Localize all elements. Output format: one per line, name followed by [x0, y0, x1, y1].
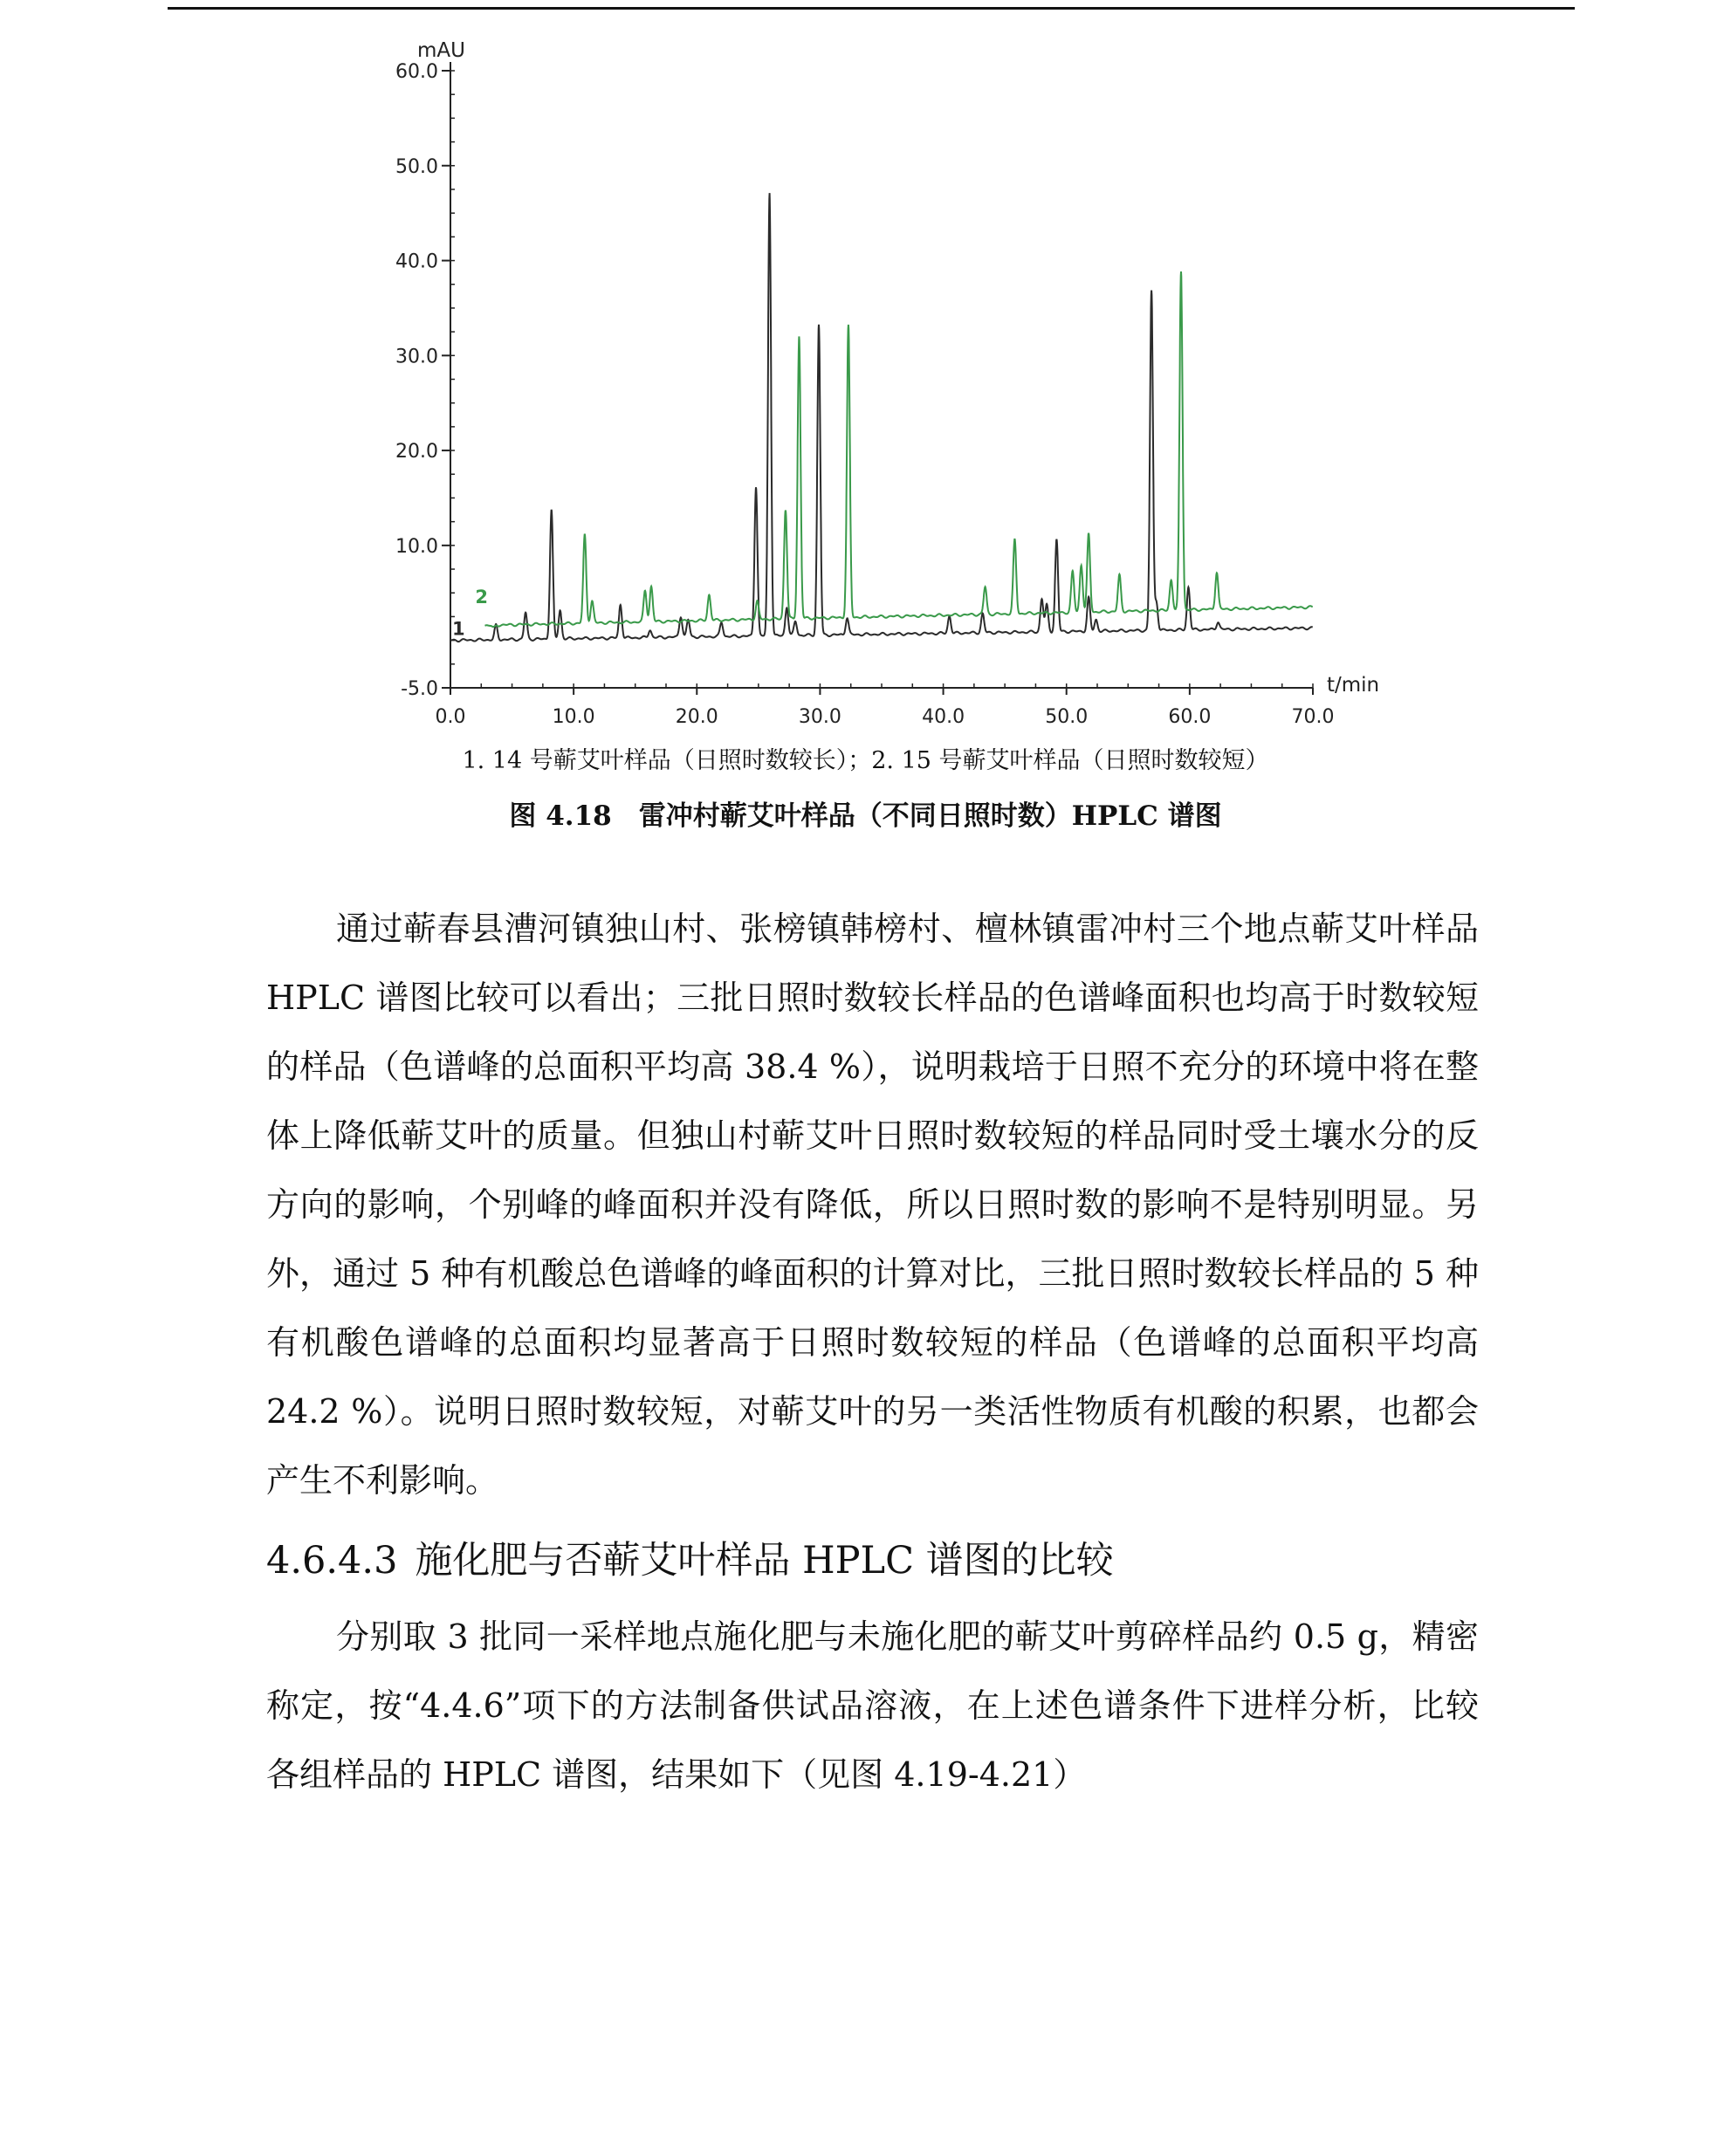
y-axis-label: mAU: [417, 39, 465, 62]
x-tick-label: 70.0: [1291, 706, 1335, 728]
x-tick-label: 60.0: [1168, 706, 1212, 728]
x-axis-label: t/min: [1327, 674, 1380, 697]
y-tick-label: 20.0: [395, 441, 438, 463]
paragraph: 分别取 3 批同一采样地点施化肥与未施化肥的蕲艾叶剪碎样品约 0.5 g，精密称定，按“4.4.6”项下的方法制备供试品溶液，在上述色谱条件下进样分析，比较各组样品的 HPLC 谱图，结果如下（见图 4.19-4.21）: [266, 1617, 1479, 1794]
series-1-label: 1: [452, 618, 465, 640]
x-tick-label: 10.0: [552, 706, 595, 728]
y-tick-label: 40.0: [395, 251, 438, 273]
series-2-label: 2: [475, 587, 488, 608]
section-heading: [266, 1535, 1114, 1587]
y-tick-label: -5.0: [401, 678, 438, 700]
y-tick-label: 50.0: [395, 155, 438, 178]
x-tick-label: 30.0: [798, 706, 841, 728]
x-tick-label: 0.0: [435, 706, 466, 728]
x-tick-label: 50.0: [1045, 706, 1089, 728]
x-tick-label: 40.0: [922, 706, 965, 728]
paragraph: 通过蕲春县漕河镇独山村、张榜镇韩榜村、檀林镇雷冲村三个地点蕲艾叶样品 HPLC 谱图比较可以看出；三批日照时数较长样品的色谱峰面积也均高于时数较短的样品（色谱峰的总面积平均高 38.4 %），说明栽培于日照不充分的环境中将在整体上降低蕲艾叶的质量。但独山村蕲艾叶日照时数较短的样品同时受土壤水分的反方向的影响，个别峰的峰面积并没有降低，所以日照时数的影响不是特别明显。另外，通过 5 种有机酸总色谱峰的峰面积的计算对比，三批日照时数较长样品的 5 种有机酸色谱峰的总面积均显著高于日照时数较短的样品（色谱峰的总面积平均高 24.2 %）。说明日照时数较短，对蕲艾叶的另一类活性物质有机酸的积累，也都会产生不利影响。: [266, 910, 1479, 1500]
chart-background: [365, 38, 1344, 742]
y-tick-label: 10.0: [395, 535, 438, 558]
body-section-1: [266, 895, 1479, 1515]
figure-title: 图 4.18 雷冲村蕲艾叶样品（不同日照时数）HPLC 谱图: [509, 800, 1222, 832]
y-tick-label: 60.0: [395, 61, 438, 83]
figure-legend: 1. 14 号蕲艾叶样品（日照时数较长）；2. 15 号蕲艾叶样品（日照时数较短）: [462, 747, 1269, 774]
y-tick-label: 30.0: [395, 346, 438, 368]
section-number: 4.6.4.3: [266, 1539, 398, 1583]
hplc-chart: [365, 38, 1380, 742]
x-tick-label: 20.0: [675, 706, 718, 728]
header-rule: [168, 7, 1575, 10]
body-section-2: [266, 1603, 1479, 1809]
section-title: 施化肥与否蕲艾叶样品 HPLC 谱图的比较: [415, 1539, 1114, 1583]
